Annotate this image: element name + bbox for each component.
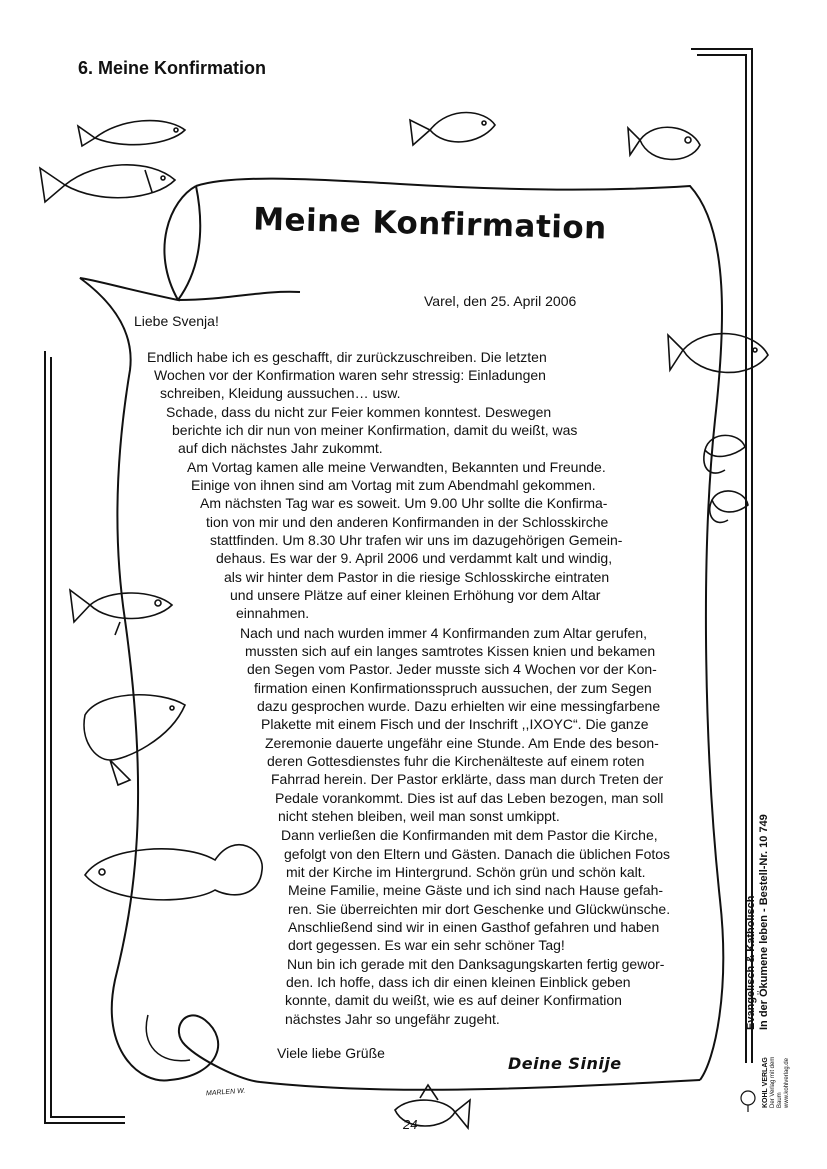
section-heading: 6. Meine Konfirmation bbox=[78, 58, 267, 78]
letter-line: Wochen vor der Konfirmation waren sehr stressig: Einladungen bbox=[154, 367, 546, 383]
publisher-logo-icon bbox=[741, 1091, 755, 1112]
page-number: 24 bbox=[403, 1117, 418, 1132]
letter-line: mussten sich auf ein langes samtrotes Kissen knien und bekamen bbox=[245, 643, 656, 659]
fish-icon bbox=[410, 113, 495, 146]
letter-line: tion von mir und den anderen Konfirmanden in der Schlosskirche bbox=[206, 514, 609, 530]
publisher-info bbox=[762, 1048, 791, 1108]
letter-line: berichte ich dir nun von meiner Konfirmation, damit du weißt, was bbox=[172, 422, 578, 438]
letter-line: Schade, dass du nicht zur Feier kommen konntest. Deswegen bbox=[166, 404, 552, 420]
letter-line: ren. Sie überreichten mir dort Geschenke und Glückwünsche. bbox=[288, 901, 671, 917]
letter-line: firmation einen Konfirmationsspruch aussuchen, der zum Segen bbox=[254, 680, 652, 696]
artist-mark: MARLEN W. bbox=[205, 1087, 246, 1098]
letter-line: Anschließend sind wir in einen Gasthof gefahren und haben bbox=[288, 919, 660, 935]
letter-line: gefolgt von den Eltern und Gästen. Danach die üblichen Fotos bbox=[284, 846, 671, 862]
letter-line: und unsere Plätze auf einer kleinen Erhöhung vor dem Altar bbox=[230, 587, 601, 603]
letter-line: stattfinden. Um 8.30 Uhr trafen wir uns im dazugehörigen Gemein- bbox=[210, 532, 623, 548]
publisher-tagline: Der Verlag mit dem Baum bbox=[770, 1056, 783, 1108]
letter-line: Fahrrad herein. Der Pastor erklärte, dass man durch Treten der bbox=[271, 771, 664, 787]
letter-line: konnte, damit du weißt, wie es auf deiner Konfirmation bbox=[285, 992, 622, 1008]
letter-line: Nun bin ich gerade mit den Danksagungskarten fertig gewor- bbox=[287, 956, 665, 972]
letter-line: Am Vortag kamen alle meine Verwandten, Bekannten und Freunde. bbox=[187, 459, 606, 475]
letter-line: auf dich nächstes Jahr zukommt. bbox=[178, 440, 383, 456]
letter-line: Endlich habe ich es geschafft, dir zurückzuschreiben. Die letzten bbox=[147, 349, 547, 365]
closing: Viele liebe Grüße bbox=[277, 1045, 385, 1061]
fish-icon bbox=[78, 121, 185, 146]
letter-line: dehaus. Es war der 9. April 2006 und verdammt kalt und windig, bbox=[216, 550, 613, 566]
letter-line: mit der Kirche im Hintergrund. Schön grün und schön kalt. bbox=[286, 864, 646, 880]
letter-line: deren Gottesdienstes fuhr die Kirchenälteste auf einem roten bbox=[267, 753, 645, 769]
fish-icon bbox=[40, 165, 175, 202]
letter-line: Zeremonie dauerte ungefähr eine Stunde. Am Ende des beson- bbox=[265, 735, 659, 751]
letter-line: Einige von ihnen sind am Vortag mit zum Abendmahl gekommen. bbox=[191, 477, 596, 493]
publisher-url: www.kohlverlag.de bbox=[784, 1057, 790, 1108]
book-series-title: Evangelisch & Katholisch bbox=[745, 895, 757, 1030]
publisher-brand: KOHL VERLAG bbox=[762, 1057, 769, 1108]
fish-icon bbox=[710, 491, 748, 522]
letter-line: einnahmen. bbox=[236, 605, 310, 621]
letter-line: Plakette mit einem Fisch und der Inschrift ,,IXOYC“. Die ganze bbox=[261, 716, 649, 732]
signature: Deine Sinije bbox=[508, 1054, 622, 1073]
book-order-info: In der Ökumene leben - Bestell-Nr. 10 749 bbox=[758, 814, 770, 1030]
place-date: Varel, den 25. April 2006 bbox=[424, 293, 577, 309]
letter-line: Pedale vorankommt. Dies ist auf das Leben bezogen, man soll bbox=[275, 790, 664, 806]
letter-line: den. Ich hoffe, dass ich dir einen kleinen Einblick geben bbox=[286, 974, 631, 990]
letter-title: Meine Konfirmation bbox=[252, 201, 608, 247]
letter-line: schreiben, Kleidung aussuchen… usw. bbox=[160, 385, 401, 401]
fish-icon bbox=[85, 845, 262, 900]
letter-line: Nach und nach wurden immer 4 Konfirmanden zum Altar gerufen, bbox=[240, 625, 647, 641]
letter-line: als wir hinter dem Pastor in die riesige Schlosskirche eintraten bbox=[224, 569, 610, 585]
letter-line: Dann verließen die Konfirmanden mit dem Pastor die Kirche, bbox=[281, 827, 658, 843]
letter-line: nicht stehen bleiben, weil man sonst umkippt. bbox=[278, 808, 560, 824]
fish-icon bbox=[628, 127, 700, 159]
letter-line: dazu gesprochen wurde. Dazu erhielten wir eine messingfarbene bbox=[257, 698, 661, 714]
letter-line: Meine Familie, meine Gäste und ich sind nach Hause gefah- bbox=[288, 882, 664, 898]
letter-line: Am nächsten Tag war es soweit. Um 9.00 Uhr sollte die Konfirma- bbox=[200, 495, 608, 511]
letter-line: nächstes Jahr so ungefähr zugeht. bbox=[285, 1011, 500, 1027]
letter-line: den Segen vom Pastor. Jeder musste sich 4 Wochen vor der Kon- bbox=[247, 661, 657, 677]
letter-line: dort gegessen. Es war ein sehr schöner Tag! bbox=[288, 937, 565, 953]
book-info-sidebar bbox=[745, 760, 771, 1030]
salutation: Liebe Svenja! bbox=[134, 313, 219, 329]
